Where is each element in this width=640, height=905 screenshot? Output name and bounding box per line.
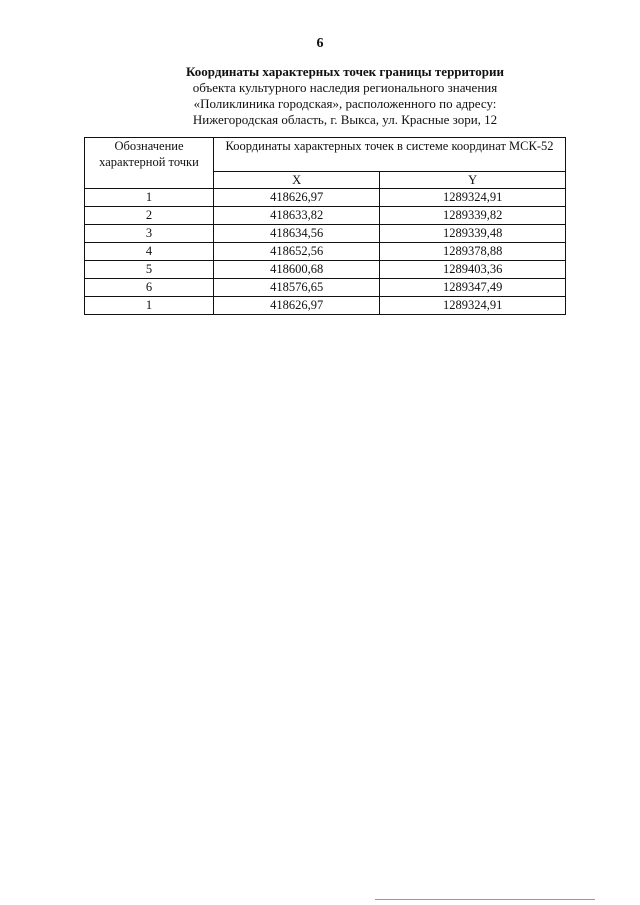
title-line-4: Нижегородская область, г. Выкса, ул. Красные зори, 12 <box>192 112 498 127</box>
y-cell: 1289324,91 <box>380 297 566 315</box>
x-cell: 418626,97 <box>214 297 380 315</box>
point-cell: 3 <box>85 225 214 243</box>
table-row <box>85 189 566 207</box>
document-title <box>150 64 540 128</box>
y-cell: 1289324,91 <box>380 189 566 207</box>
point-cell: 1 <box>85 297 214 315</box>
point-cell: 5 <box>85 261 214 279</box>
table-row <box>85 261 566 279</box>
x-cell: 418600,68 <box>214 261 380 279</box>
header-point: Обозначение характерной точки <box>85 138 214 189</box>
point-cell: 1 <box>85 189 214 207</box>
table-row <box>85 243 566 261</box>
header-coordinates: Координаты характерных точек в системе координат МСК-52 <box>214 138 566 172</box>
y-cell: 1289347,49 <box>380 279 566 297</box>
table-row <box>85 297 566 315</box>
y-cell: 1289339,82 <box>380 207 566 225</box>
table-row <box>85 279 566 297</box>
point-cell: 2 <box>85 207 214 225</box>
point-cell: 4 <box>85 243 214 261</box>
x-cell: 418633,82 <box>214 207 380 225</box>
y-cell: 1289378,88 <box>380 243 566 261</box>
header-x: X <box>214 172 380 189</box>
title-line-3: «Поликлиника городская», расположенного по адресу: <box>193 96 497 111</box>
scan-artifact-line <box>375 899 595 900</box>
title-line-2: объекта культурного наследия регионального значения <box>192 80 498 95</box>
x-cell: 418634,56 <box>214 225 380 243</box>
point-cell: 6 <box>85 279 214 297</box>
x-cell: 418652,56 <box>214 243 380 261</box>
y-cell: 1289403,36 <box>380 261 566 279</box>
x-cell: 418626,97 <box>214 189 380 207</box>
table-row <box>85 207 566 225</box>
x-cell: 418576,65 <box>214 279 380 297</box>
table-row <box>85 225 566 243</box>
header-y: Y <box>380 172 566 189</box>
coordinates-table <box>84 137 566 315</box>
title-line-1: Координаты характерных точек границы территории <box>186 64 504 79</box>
y-cell: 1289339,48 <box>380 225 566 243</box>
page-number: 6 <box>316 36 324 51</box>
